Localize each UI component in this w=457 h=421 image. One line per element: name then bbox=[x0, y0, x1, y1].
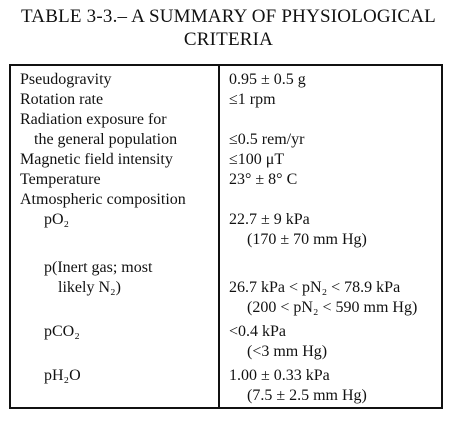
pseudogravity-label: Pseudogravity bbox=[20, 71, 112, 88]
inert-gas-label-line-1: p(Inert gas; most bbox=[44, 259, 153, 276]
criteria-table bbox=[9, 64, 443, 409]
po2-label: pO₂ bbox=[44, 211, 70, 228]
pco2-value-kpa: <0.4 kPa bbox=[229, 323, 287, 340]
rotation-rate-value: ≤1 rpm bbox=[229, 91, 276, 108]
radiation-label-line-1: Radiation exposure for bbox=[20, 111, 167, 128]
temperature-label: Temperature bbox=[20, 171, 101, 188]
table-title-line-2: CRITERIA bbox=[183, 29, 274, 50]
po2-value-kpa: 22.7 ± 9 kPa bbox=[229, 211, 310, 228]
ph2o-value-kpa: 1.00 ± 0.33 kPa bbox=[229, 367, 330, 384]
table-title-line-1: TABLE 3-3.– A SUMMARY OF PHYSIOLOGICAL bbox=[21, 6, 436, 27]
inert-gas-label-line-2: likely N₂) bbox=[58, 279, 121, 296]
ph2o-value-mmhg: (7.5 ± 2.5 mm Hg) bbox=[247, 387, 367, 404]
ph2o-label: pH₂O bbox=[44, 367, 81, 384]
pco2-value-mmhg: (<3 mm Hg) bbox=[247, 343, 328, 360]
inert-gas-value-kpa: 26.7 kPa < pN₂ < 78.9 kPa bbox=[229, 279, 401, 296]
radiation-label-line-2: the general population bbox=[34, 131, 178, 148]
magnetic-field-label: Magnetic field intensity bbox=[20, 151, 173, 168]
pco2-label: pCO₂ bbox=[44, 323, 80, 340]
po2-value-mmhg: (170 ± 70 mm Hg) bbox=[247, 231, 367, 248]
magnetic-field-value: ≤100 μT bbox=[229, 151, 285, 168]
radiation-value: ≤0.5 rem/yr bbox=[229, 131, 305, 148]
inert-gas-value-mmhg: (200 < pN₂ < 590 mm Hg) bbox=[247, 299, 418, 316]
atmospheric-composition-label: Atmospheric composition bbox=[20, 191, 186, 208]
temperature-value: 23° ± 8° C bbox=[229, 171, 298, 188]
pseudogravity-value: 0.95 ± 0.5 g bbox=[229, 71, 306, 88]
column-divider bbox=[218, 66, 220, 407]
rotation-rate-label: Rotation rate bbox=[20, 91, 104, 108]
